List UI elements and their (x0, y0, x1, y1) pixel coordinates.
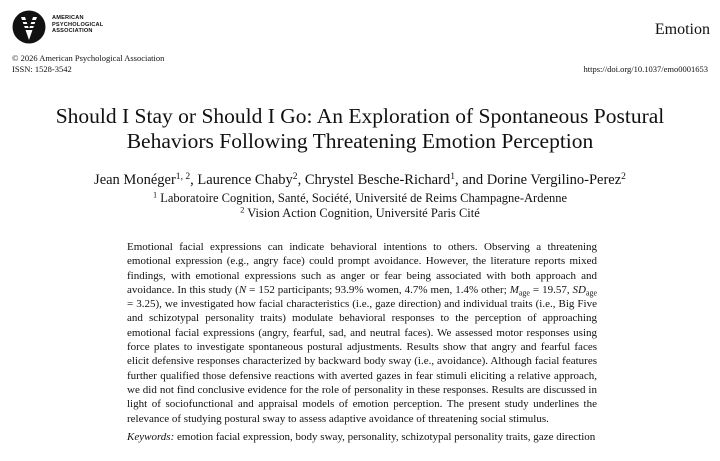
affiliation-number: 2 (240, 205, 245, 215)
title-line: Should I Stay or Should I Go: An Exploration of Spontaneous Postural (55, 104, 665, 128)
abstract (127, 240, 597, 426)
author-affiliation-marker: 2 (621, 170, 626, 182)
issn: ISSN: 1528-3542 (12, 63, 72, 74)
affiliation (0, 191, 720, 206)
publisher-line: ASSOCIATION (52, 28, 93, 35)
author-separator: , and (454, 172, 487, 188)
copyright-notice: © 2026 American Psychological Association (12, 53, 165, 63)
abstract-text: = 3.25), we investigated how facial characteristics (i.e., gaze direction) and individual traits (i.e., Big Five and schizotypal personality traits) modulate behavioral responses to the perception of approaching emotional facial expressions (angry, fearful, sad, and neutral faces). We assessed motor responses using force plates to investigate spontaneous postural adjustments. Results show that angry and fearful faces elicit defensive responses characterized by backward body sway (i.e., avoidance). Although facial features further qualified those defensive reactions with averted gazes in fear stimuli eliciting a relative approach, we did not find conclusive evidence for the role of personality in these responses. Results are discussed in light of sociofunctional and appraisal models of emotion perception. The present study underlines the relevance of studying postural sway to assess adaptive avoidance of threatening social stimulus. (127, 298, 597, 425)
author-name: Jean Monéger (94, 172, 176, 188)
author-separator: , (190, 172, 198, 188)
keywords-label: Keywords: (127, 431, 175, 443)
publisher-line: AMERICAN (52, 15, 84, 21)
publisher-line: PSYCHOLOGICAL (52, 21, 104, 28)
publisher-name (52, 15, 142, 35)
article-title (0, 104, 720, 154)
stat-symbol: N (238, 283, 247, 296)
author-affiliation-marker: 1 (450, 170, 455, 182)
journal-name: Emotion (654, 21, 710, 38)
author-name: Laurence Chaby (197, 172, 293, 188)
stat-symbol: M (509, 283, 519, 296)
affiliation-text: Laboratoire Cognition, Santé, Société, Université de Reims Champagne-Ardenne (160, 191, 568, 205)
author-list (0, 172, 720, 189)
affiliation-text: Vision Action Cognition, Université Paris Cité (247, 206, 480, 220)
apa-logo-icon (12, 10, 46, 44)
abstract-text: = 19.57, (529, 283, 573, 296)
stat-subscript: age (518, 288, 530, 298)
author-name: Dorine Vergilino-Perez (486, 172, 622, 188)
author-name: Chrystel Besche-Richard (304, 172, 451, 188)
doi-link[interactable]: https://doi.org/10.1037/emo0001653 (583, 64, 708, 74)
abstract-text: = 152 participants; 93.9% women, 4.7% men, 1.4% other; (246, 283, 510, 296)
author-affiliation-marker: 1, 2 (175, 170, 191, 182)
stat-symbol: SD (572, 283, 586, 296)
affiliation (0, 206, 720, 221)
affiliation-list (0, 191, 720, 221)
author-separator: , (297, 172, 305, 188)
publication-meta (12, 53, 164, 74)
author-affiliation-marker: 2 (292, 170, 298, 182)
keywords (127, 431, 595, 443)
title-line: Behaviors Following Threatening Emotion Perception (126, 129, 594, 153)
abstract-text: Emotional facial expressions can indicate behavioral intentions to others. Observing a threatening emotional expression (e.g., angry face) could prompt avoidance. However, the literature reports mixed findings, with emotional expressions such as anger or fear being associated with both approach and avoidance. In this study ( (127, 241, 597, 296)
affiliation-number: 1 (152, 190, 158, 200)
keywords-list: emotion facial expression, body sway, personality, schizotypal personality traits, gaze direction (174, 431, 596, 443)
stat-subscript: age (586, 288, 597, 298)
